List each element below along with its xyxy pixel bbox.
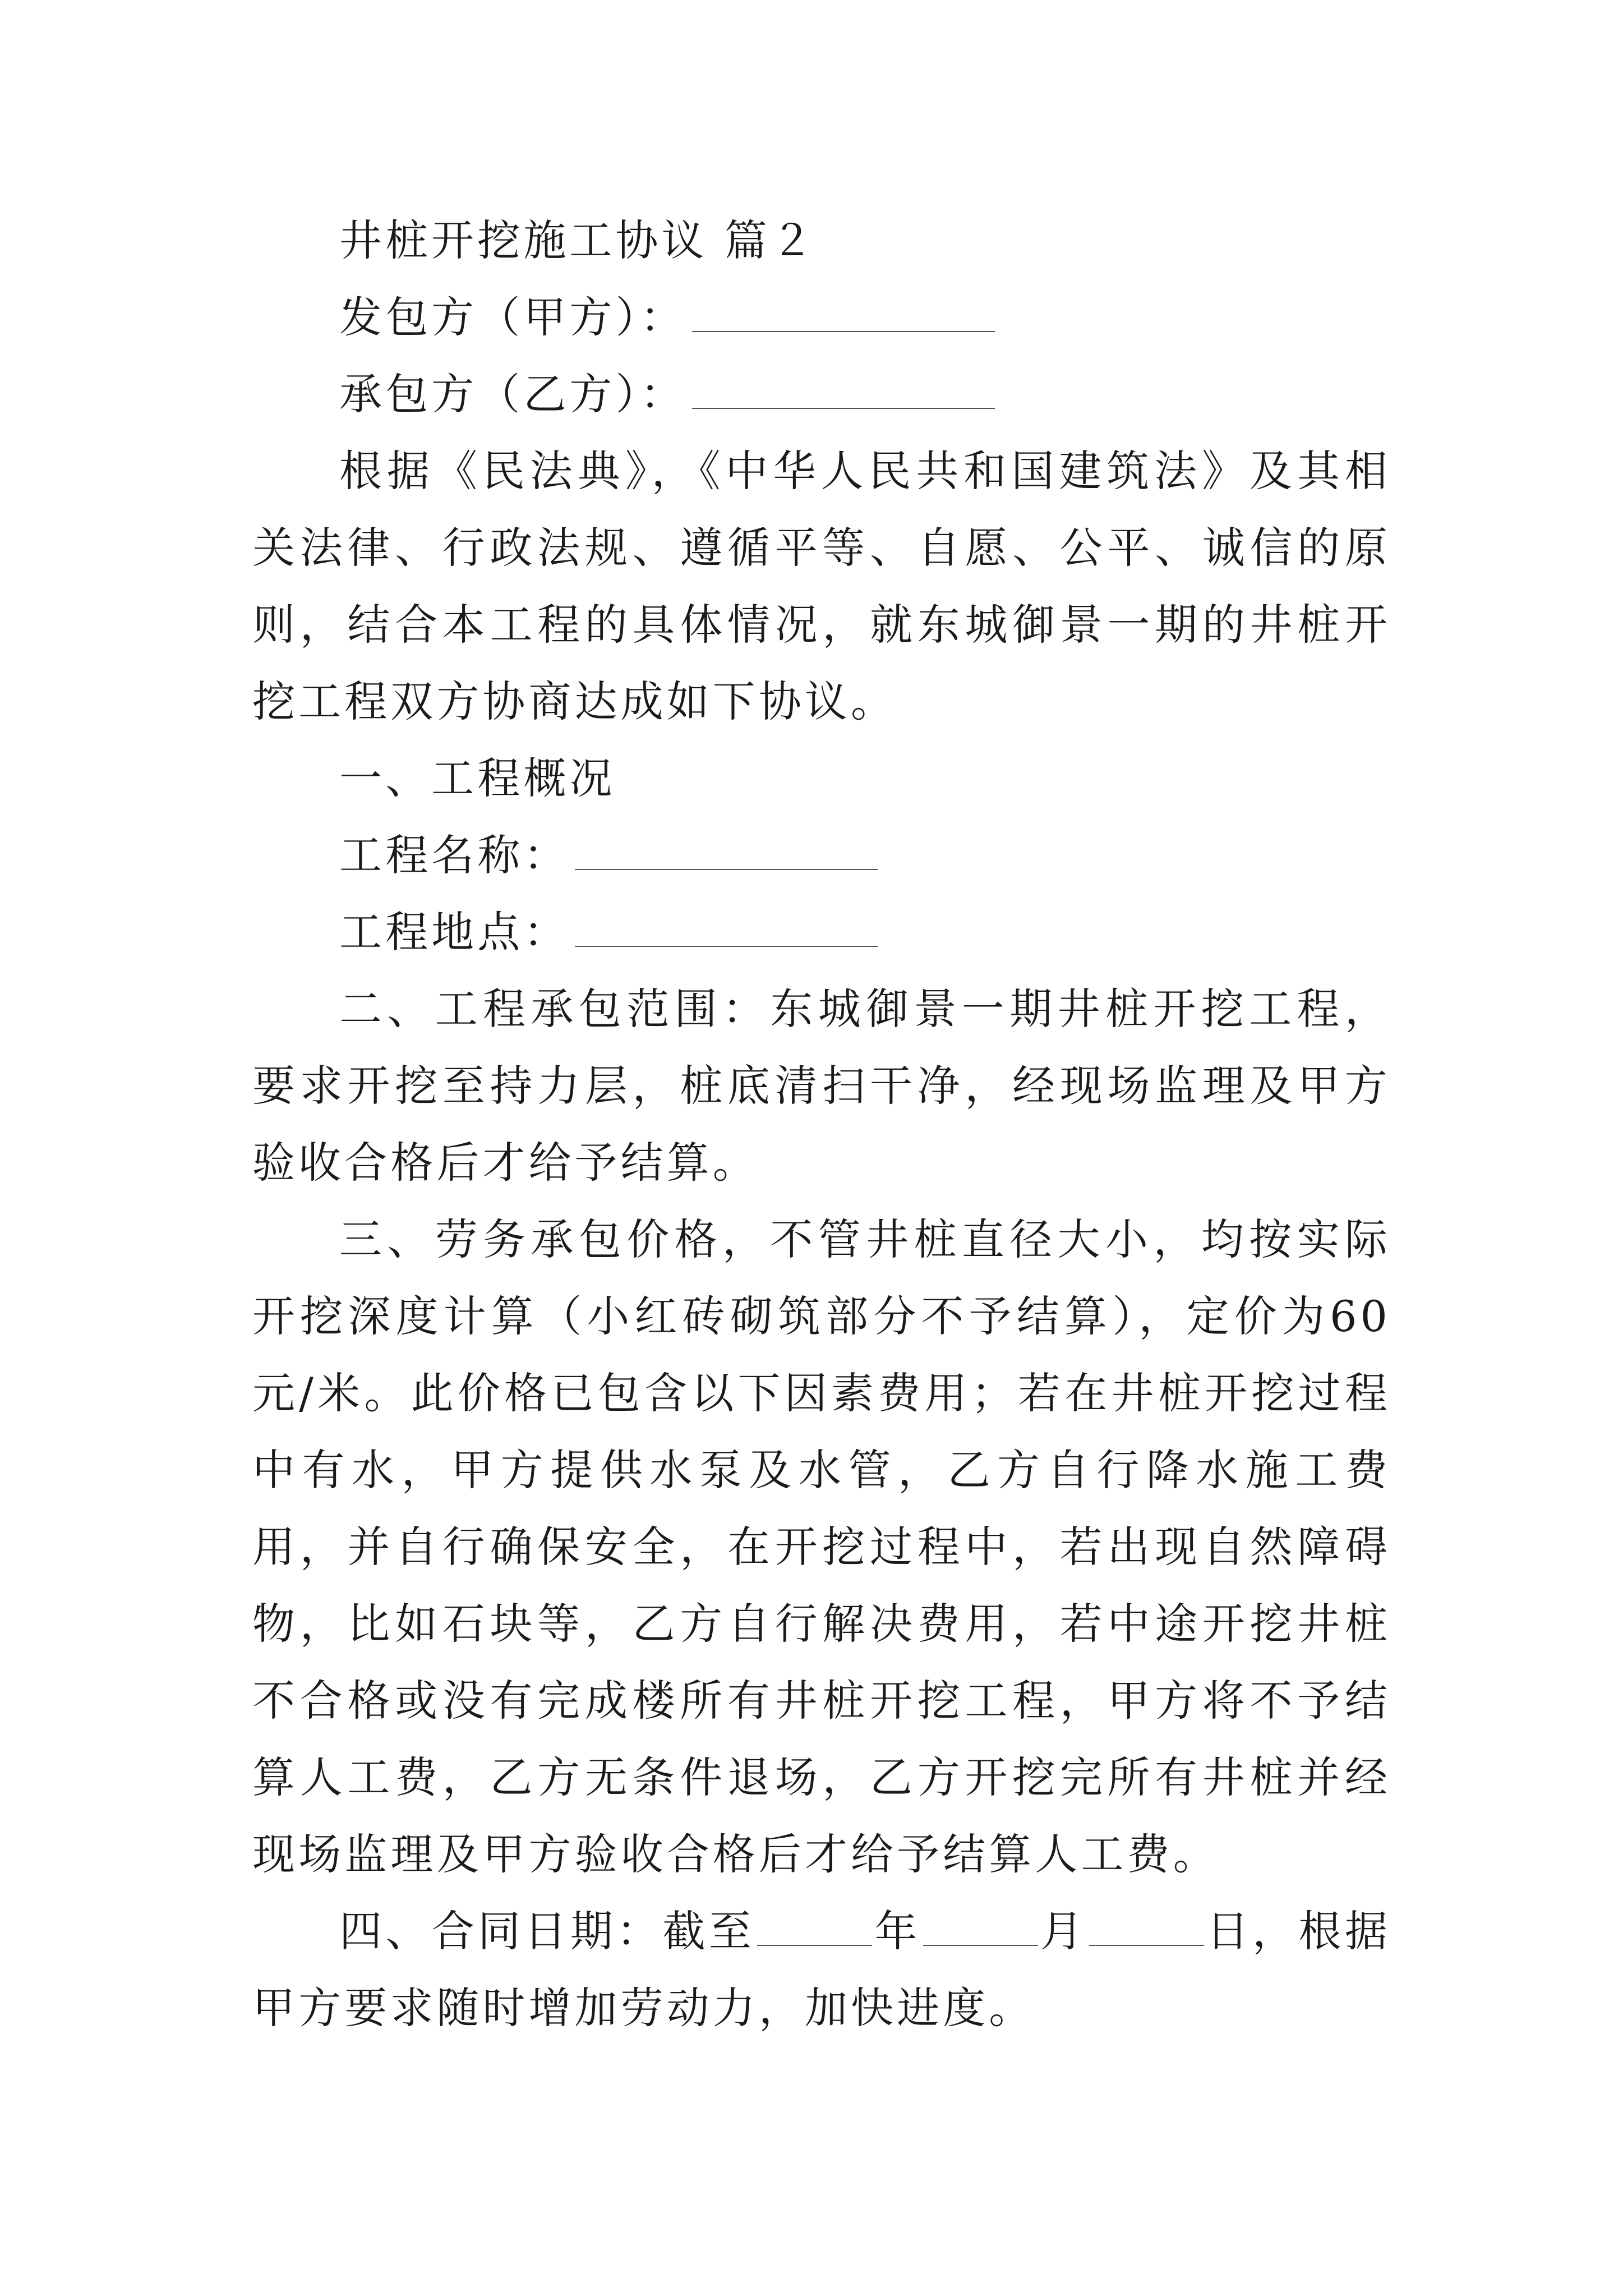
document-page [252, 202, 1391, 2046]
section-4-suffix: ，根据甲方要求随时增加劳动力，加快进度。 [252, 1906, 1391, 2033]
project-name-blank [575, 835, 878, 870]
preamble-paragraph: 根据《民法典》，《中华人民共和国建筑法》及其相关法律、行政法规、遵循平等、自愿、公平、诚信的原则，结合本工程的具体情况，就东城御景一期的井桩开挖工程双方协商达成如下协议。 [252, 446, 1391, 726]
party-a-blank [692, 297, 995, 332]
party-a-line [252, 279, 1391, 356]
month-label: 月 [1040, 1906, 1087, 1956]
section-3-paragraph: 三、劳务承包价格，不管井桩直径大小，均按实际开挖深度计算（小红砖砌筑部分不予结算），定价为60元/米。此价格已包含以下因素费用；若在井桩开挖过程中有水，甲方提供水泵及水管，乙方自行降水施工费用，并自行确保安全，在开挖过程中，若出现自然障碍物，比如石块等，乙方自行解决费用，若中途开挖井桩不合格或没有完成楼所有井桩开挖工程，甲方将不予结算人工费，乙方无条件退场，乙方开挖完所有井桩并经现场监理及甲方验收合格后才给予结算人工费。 [252, 1214, 1391, 1879]
project-location-blank [575, 912, 878, 947]
section-1-heading: 一、工程概况 [339, 753, 616, 803]
party-b-line [252, 356, 1391, 432]
year-blank [757, 1911, 872, 1946]
section-2-paragraph: 二、工程承包范围：东城御景一期井桩开挖工程，要求开挖至持力层，桩底清扫干净，经现场监理及甲方验收合格后才给予结算。 [252, 984, 1391, 1188]
document-title: 井桩开挖施工协议 篇２ [339, 215, 817, 265]
project-name-label: 工程名称： [339, 830, 570, 880]
day-blank [1089, 1911, 1204, 1946]
section-4-prefix: 四、合同日期：截至 [339, 1906, 755, 1956]
project-location-label: 工程地点： [339, 907, 570, 957]
year-label: 年 [874, 1906, 921, 1956]
day-label: 日 [1206, 1906, 1253, 1956]
project-location-line [252, 894, 1391, 970]
project-name-line [252, 817, 1391, 894]
party-b-label: 承包方（乙方）： [339, 369, 686, 419]
party-a-label: 发包方（甲方）： [339, 292, 686, 342]
party-b-blank [692, 374, 995, 409]
section-4-paragraph [252, 1893, 1391, 2046]
month-blank [923, 1911, 1038, 1946]
